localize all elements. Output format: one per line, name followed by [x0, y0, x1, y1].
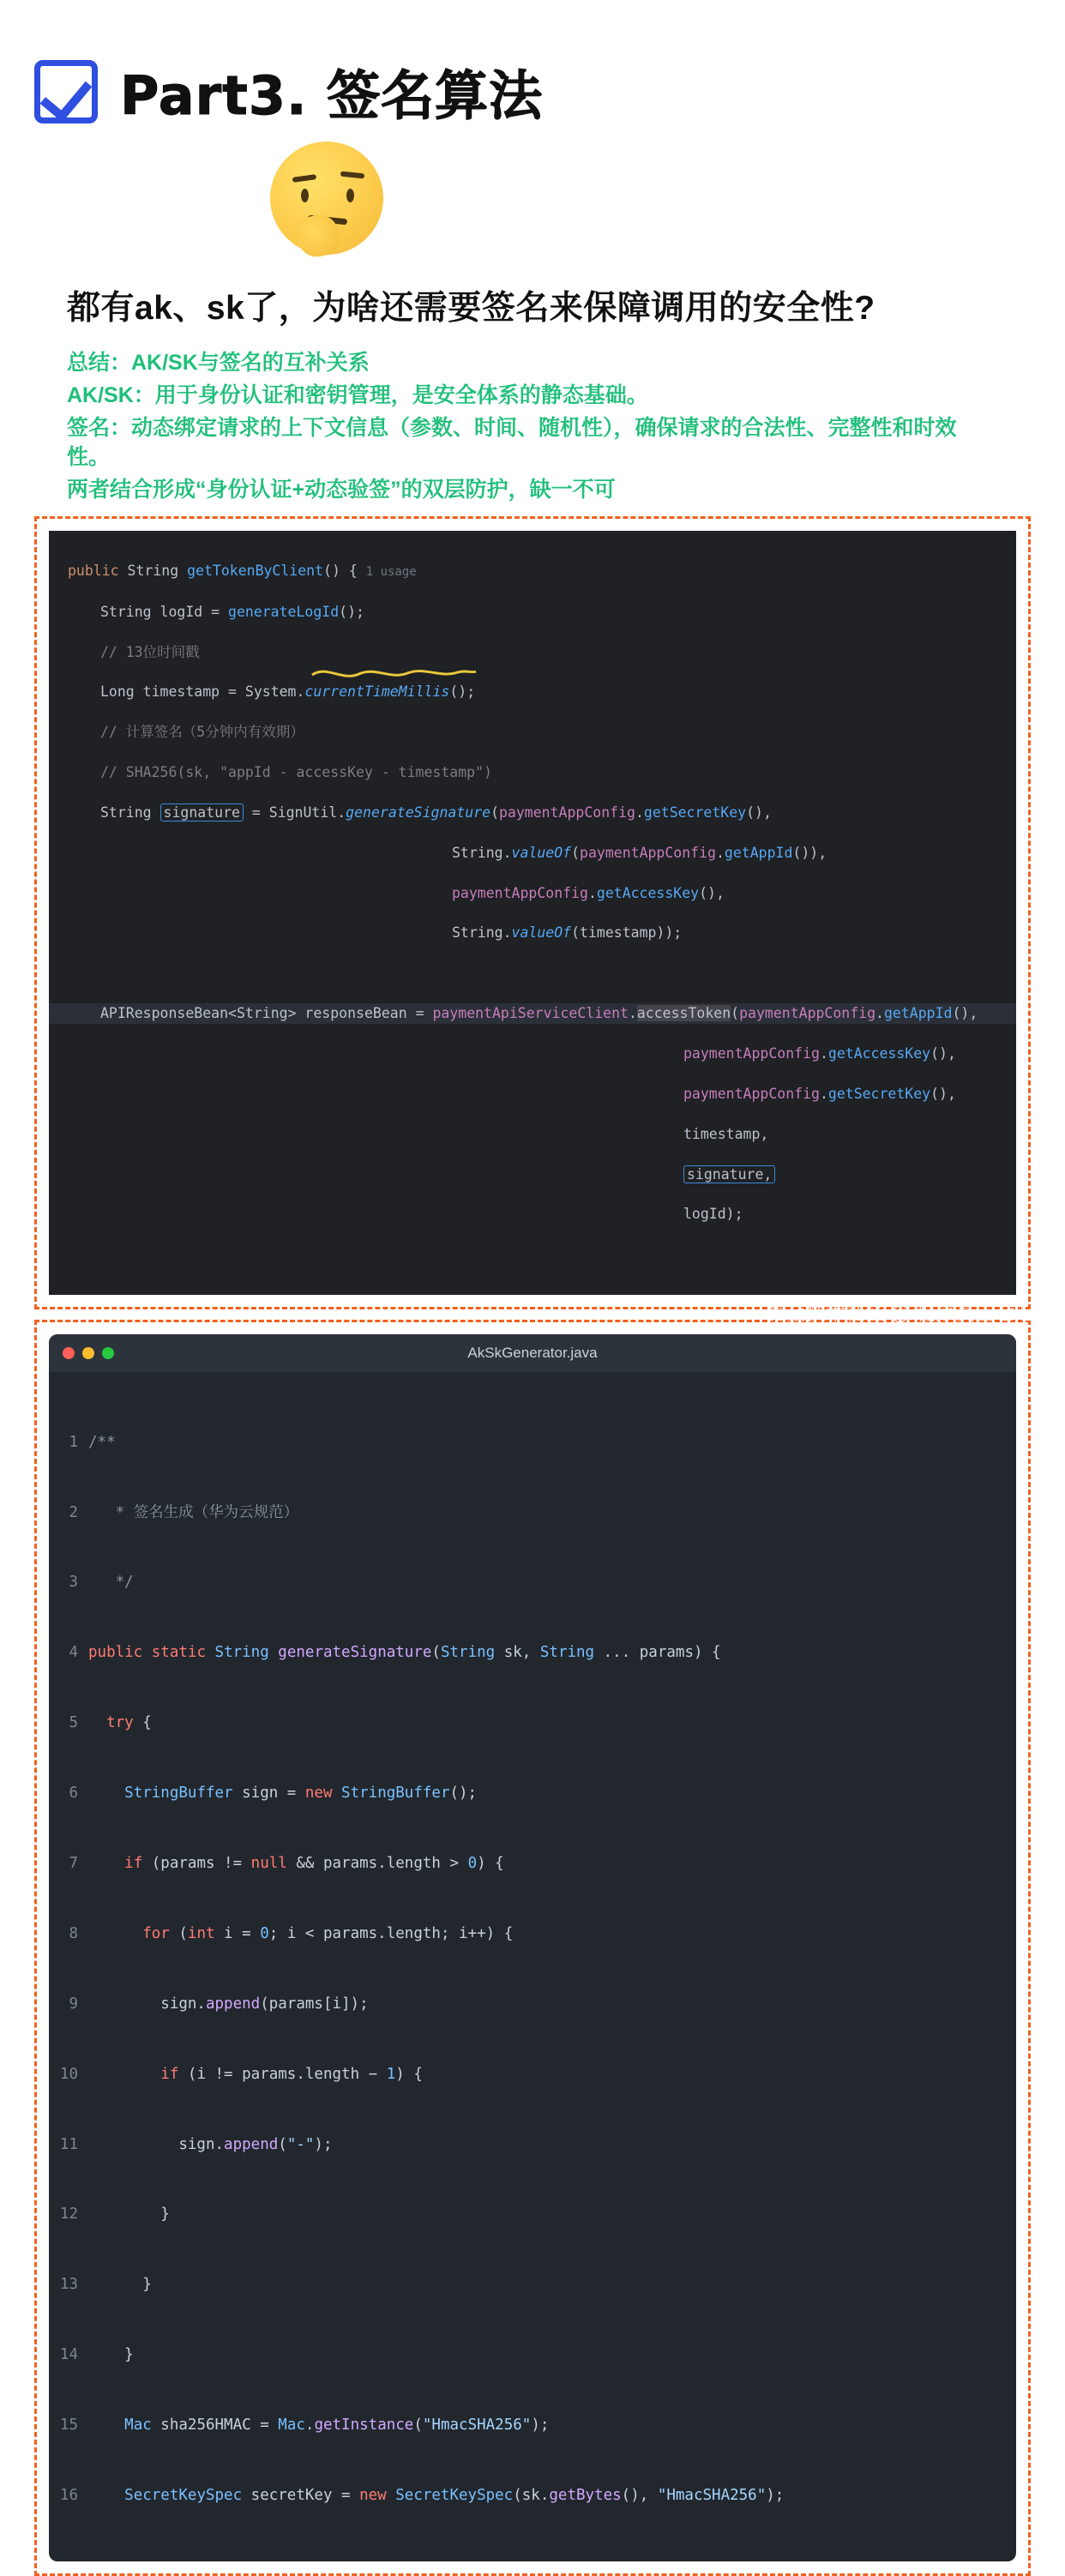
code-row [49, 2063, 1016, 2086]
code-line: String logId = generateLogId(); [100, 603, 364, 620]
code-line: // SHA256(sk, "appId - accessKey - timestamp") [100, 764, 492, 781]
code-line: paymentAppConfig.getAccessKey(), [452, 884, 725, 901]
code-line: public String getTokenByClient() { 1 usage [68, 563, 417, 580]
code-row [49, 2344, 1016, 2367]
line-number: 13 [59, 2276, 78, 2294]
checkbox-checked-icon [34, 60, 98, 123]
code-text: sign.append(params[i]); [88, 1995, 369, 2013]
code-text: StringBuffer sign = new StringBuffer(); [124, 1785, 478, 1803]
thinking-face-emoji [270, 141, 383, 255]
code-frame-1 [34, 516, 1031, 1309]
line-number: 16 [59, 2487, 78, 2505]
line-number: 2 [69, 1503, 78, 1521]
code-line-blank [49, 963, 1016, 983]
code-text: } [88, 2276, 152, 2294]
code-line: APIResponseBean<String> responseBean = paymentApiServiceClient.accessToken(paymentAppConfig.getAppId(), [49, 1003, 1016, 1023]
code-row [49, 1641, 1016, 1664]
page-header [0, 0, 1065, 129]
emoji-row [0, 141, 1065, 259]
summary-line-4: 两者结合形成“身份认证+动态验签”的双层防护，缺一不可 [67, 478, 616, 502]
code-text: if (i != params.length − 1) { [160, 2065, 423, 2083]
mac-title-bar [49, 1334, 1016, 1372]
code-row [49, 2414, 1016, 2437]
yellow-squiggle-annotation [310, 666, 478, 682]
code-text: for (int i = 0; i < params.length; i++) { [142, 1924, 514, 1942]
code-line: String signature = SignUtil.generateSignature(paymentAppConfig.getSecretKey(), [100, 803, 772, 821]
code-text: } [88, 2206, 170, 2224]
line-number: 15 [59, 2417, 78, 2435]
summary-line-2: AK/SK：用于身份认证和密钥管理，是安全体系的静态基础。 [67, 383, 648, 407]
code-row [49, 1571, 1016, 1594]
code-text: * 签名生成（华为云规范） [88, 1503, 299, 1521]
page-title: Part3. 签名算法 [120, 64, 544, 127]
code-line: paymentAppConfig.getSecretKey(), [683, 1085, 956, 1102]
line-number: 5 [69, 1714, 78, 1732]
line-number: 4 [69, 1644, 78, 1662]
code-line: timestamp, [683, 1125, 769, 1142]
code-row [49, 1852, 1016, 1875]
code-line: paymentAppConfig.getAccessKey(), [683, 1045, 956, 1062]
code-text: } [88, 2346, 134, 2364]
mac-code-body [49, 1372, 1016, 2561]
signature-arg-highlight: signature, [683, 1165, 775, 1183]
code-frame-2 [34, 1320, 1031, 2576]
line-number: 11 [59, 2135, 78, 2153]
ide-code-block [49, 531, 1016, 1295]
mac-code-window [49, 1334, 1016, 2561]
code-row [49, 1782, 1016, 1805]
code-text: /** [88, 1433, 116, 1451]
code-row [49, 1502, 1016, 1525]
code-line: // 13位时间戳 [100, 643, 200, 660]
line-number: 3 [69, 1574, 78, 1592]
code-row [49, 2484, 1016, 2507]
usage-hint: 1 usage [365, 565, 417, 580]
code-line: String.valueOf(paymentAppConfig.getAppId()), [452, 844, 827, 861]
code-line [49, 1165, 1016, 1184]
code-row [49, 2273, 1016, 2296]
code-text: public static String generateSignature(String sk, String ... params) { [88, 1644, 721, 1662]
code-line: String.valueOf(timestamp)); [452, 924, 683, 942]
signature-token-highlight: signature [160, 803, 244, 822]
line-number: 8 [69, 1924, 78, 1942]
line-number: 9 [69, 1995, 78, 2013]
code-line: // 计算签名（5分钟内有效期） [100, 724, 304, 741]
summary-block [67, 348, 976, 504]
code-line: Long timestamp = System.currentTimeMillis(); [100, 683, 476, 701]
code-row [49, 1923, 1016, 1946]
code-text: */ [88, 1574, 134, 1592]
line-number: 1 [69, 1433, 78, 1451]
line-number: 10 [59, 2065, 78, 2083]
question-heading: 都有ak、sk了，为啥还需要签名来保障调用的安全性? [67, 290, 875, 327]
window-title: AkSkGenerator.java [467, 1345, 598, 1362]
code-row [49, 1431, 1016, 1454]
code-text: SecretKeySpec secretKey = new SecretKeySpec(sk.getBytes(), "HmacSHA256"); [124, 2487, 785, 2505]
summary-line-1: 总结：AK/SK与签名的互补关系 [67, 351, 370, 375]
code-line: logId); [683, 1206, 743, 1223]
code-text: sign.append("-"); [88, 2135, 333, 2153]
code-row [49, 2203, 1016, 2226]
watermark-text: 掘金技术社区 @ 程序员王七七 [766, 1302, 1034, 1324]
code-text: if (params != null && params.length > 0) { [124, 1855, 504, 1872]
line-number: 6 [69, 1785, 78, 1803]
code-text: try { [106, 1714, 152, 1732]
code-text: Mac sha256HMAC = Mac.getInstance("HmacSHA256"); [124, 2417, 550, 2435]
line-number: 12 [59, 2206, 78, 2224]
accesstoken-token-highlight: accessToken [636, 1005, 731, 1022]
line-number: 7 [69, 1855, 78, 1872]
summary-line-3: 签名：动态绑定请求的上下文信息（参数、时间、随机性），确保请求的合法性、完整性和时效性。 [67, 416, 957, 469]
line-number: 14 [59, 2346, 78, 2364]
code-row [49, 1993, 1016, 2016]
code-row [49, 1712, 1016, 1735]
code-row [49, 2134, 1016, 2157]
